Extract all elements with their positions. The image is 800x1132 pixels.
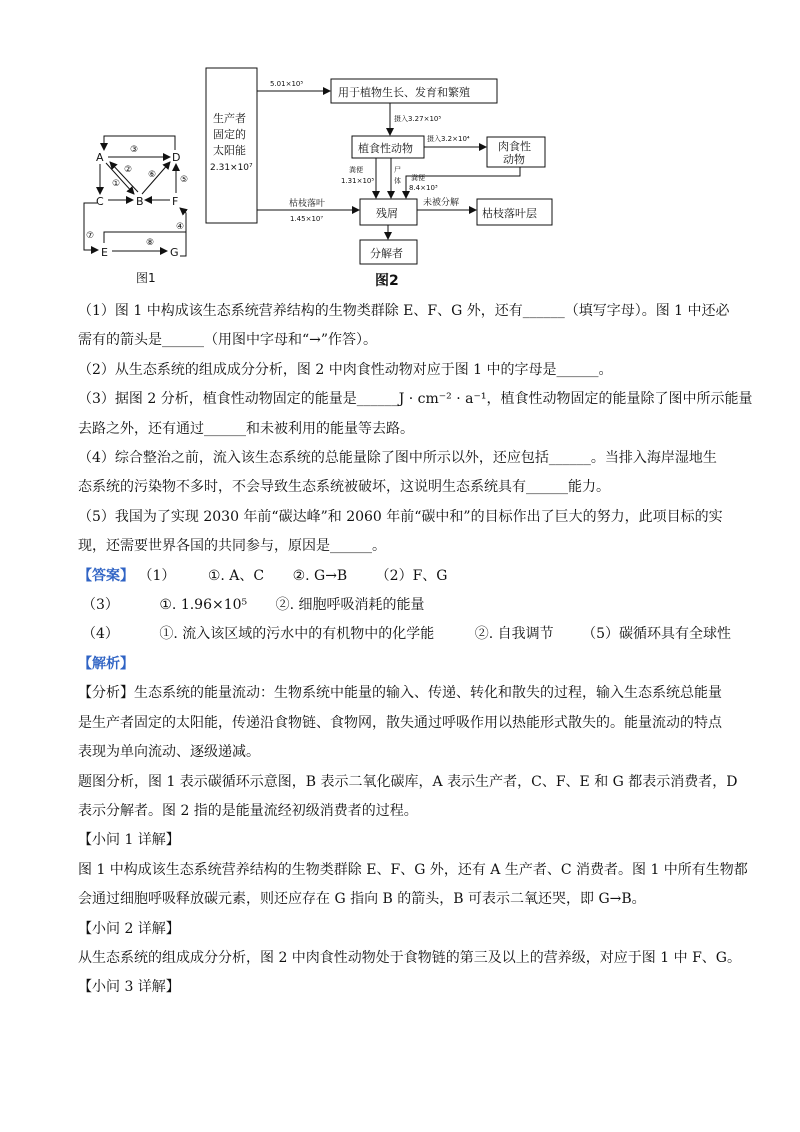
arrow-to-f <box>104 208 186 243</box>
label-5: ⑤ <box>180 175 189 185</box>
answer-row-3 <box>78 620 738 649</box>
answer-r2: （3） <box>82 597 119 614</box>
analysis-p2-line-1: 题图分析，图 1 表示碳循环示意图，B 表示二氧化碳库，A 表示生产者，C、F、E 和 G 都表示消费者，D <box>78 773 738 790</box>
arrow-g-box <box>180 232 186 256</box>
feces-2-line-2: 8.4×10³ <box>409 184 438 192</box>
carnivore-box-line-2: 动物 <box>503 153 525 166</box>
question-2: （2）从生态系统的组成成分分析，图 2 中肉食性动物对应于图 1 中的字母是______。 <box>78 361 613 378</box>
subquestion-1-line-2: 会通过细胞呼吸释放碳元素，则还应存在 G 指向 B 的箭头，B 可表示二氧还哭，即 G→B。 <box>78 891 646 908</box>
figure-2-caption: 图2 <box>375 273 399 289</box>
label-7: ⑦ <box>86 231 95 241</box>
subquestion-1-heading: 【小问 1 详解】 <box>78 832 180 849</box>
growth-box-label: 用于植物生长、发育和繁殖 <box>338 86 470 99</box>
herbivore-box-label: 植食性动物 <box>358 142 413 155</box>
producer-line-3: 太阳能 <box>213 144 246 157</box>
label-2: ② <box>124 165 133 175</box>
feces-2-line-1: 粪便 <box>411 174 425 182</box>
undecomposed-label: 未被分解 <box>423 198 460 208</box>
answer-r3-c: （5）碳循环具有全球性 <box>582 626 732 643</box>
question-text <box>78 297 753 1003</box>
figure-1 <box>84 136 188 285</box>
node-c: C <box>96 195 104 208</box>
residue-box-label: 残屑 <box>376 207 398 220</box>
question-4-line-2: 态系统的污染物不多时，不会导致生态系统被破坏，这说明生态系统具有______能力。 <box>78 479 610 496</box>
subquestion-2-line-1: 从生态系统的组成成分分析，图 2 中肉食性动物处于食物链的第三及以上的营养级，对应于图 1 中 F、G。 <box>78 949 741 966</box>
to-growth-label: 5.01×10⁵ <box>270 80 304 88</box>
producer-line-1: 生产者 <box>213 112 246 125</box>
question-1-line-1: （1）图 1 中构成该生态系统营养结构的生物类群除 E、F、G 外，还有______（填写字母）。图 1 中还必 <box>78 303 730 319</box>
figures <box>0 0 800 300</box>
answer-r3-b: ②. 自我调节 <box>474 626 554 643</box>
answer-r1-a: ①. A、C <box>207 567 265 584</box>
analysis-p1-line-2: 是生产者固定的太阳能，传递沿食物链、食物网，散失通过呼吸作用以热能形式散失的。能量流动的特点 <box>78 714 722 731</box>
label-6: ⑥ <box>148 170 157 180</box>
label-4: ④ <box>176 222 185 232</box>
answer-r1-b: ②. G→B <box>292 567 348 584</box>
litter-value: 1.45×10⁷ <box>290 215 324 223</box>
analysis-p2-line-2: 表示分解者。图 2 指的是能量流经初级消费者的过程。 <box>78 802 418 819</box>
label-8: ⑧ <box>146 238 155 248</box>
intake-1-label: 摄入3.27×10⁵ <box>394 115 442 123</box>
feces-1-line-2: 1.31×10⁵ <box>341 177 375 185</box>
label-3: ③ <box>130 145 139 155</box>
answer-r3-a: ①. 流入该区域的污水中的有机物中的化学能 <box>159 626 435 643</box>
corpse-line-1: 尸 <box>394 166 401 174</box>
question-3-line-2: 去路之外，还有通过______和未被利用的能量等去路。 <box>78 420 414 437</box>
question-5-line-2: 现，还需要世界各国的共同参与，原因是______。 <box>78 538 386 555</box>
question-5-line-1: （5）我国为了实现 2030 年前“碳达峰”和 2060 年前“碳中和”的目标作出了巨大的努力，此项目标的实 <box>78 508 723 525</box>
answer-row-2 <box>78 591 738 620</box>
litter-layer-box-label: 枯枝落叶层 <box>482 207 537 220</box>
subquestion-3-heading: 【小问 3 详解】 <box>78 979 180 996</box>
producer-line-4: 2.31×10⁷ <box>210 163 253 173</box>
arrow-feces-2 <box>406 167 520 198</box>
node-d: D <box>172 151 181 164</box>
node-g: G <box>170 246 179 259</box>
answer-r3: （4） <box>82 626 119 643</box>
answer-r1-c: （2）F、G <box>375 567 448 584</box>
figure-2 <box>206 68 552 289</box>
carnivore-box-line-1: 肉食性 <box>498 140 531 153</box>
node-e: E <box>101 246 108 259</box>
subquestion-1-line-1: 图 1 中构成该生态系统营养结构的生物类群除 E、F、G 外，还有 A 生产者、C 消费者。图 1 中所有生物都 <box>78 861 748 878</box>
node-a: A <box>96 151 104 164</box>
arrow-c-e <box>84 203 98 250</box>
producer-line-2: 固定的 <box>213 128 246 141</box>
question-4-line-1: （4）综合整治之前，流入该生态系统的总能量除了图中所示以外，还应包括______。当排入海岸湿地生 <box>78 450 717 467</box>
answer-r2-b: ②. 细胞呼吸消耗的能量 <box>275 597 425 614</box>
arrow-d-a-top <box>104 136 175 150</box>
intake-2-label: 摄入3.2×10⁴ <box>427 135 470 143</box>
feces-1-line-1: 粪便 <box>349 166 363 174</box>
node-b: B <box>136 195 144 208</box>
subquestion-2-heading: 【小问 2 详解】 <box>78 920 180 937</box>
label-1: ① <box>112 179 121 189</box>
answer-r1: （1） <box>138 567 176 584</box>
answer-r2-a: ①. 1.96×10⁵ <box>159 597 248 614</box>
node-f: F <box>172 195 179 208</box>
figure-1-caption: 图1 <box>136 271 156 285</box>
corpse-line-2: 体 <box>394 177 401 185</box>
answer-row-1 <box>78 562 738 591</box>
analysis-label: 【解析】 <box>78 655 134 672</box>
question-1-line-2: 需有的箭头是______（用图中字母和“→”作答）。 <box>78 332 378 349</box>
decomposer-box-label: 分解者 <box>370 247 403 260</box>
question-3-line-1: （3）据图 2 分析，植食性动物固定的能量是______J · cm⁻² · a⁻¹，植食性动物固定的能量除了图中所示能量 <box>78 391 753 408</box>
litter-label: 枯枝落叶 <box>289 199 326 209</box>
answer-label: 【答案】 <box>78 567 134 584</box>
analysis-p1-line-3: 表现为单向流动、逐级递减。 <box>78 744 260 761</box>
analysis-p1-line-1: 【分析】生态系统的能量流动：生物系统中能量的输入、传递、转化和散失的过程，输入生态系统总能量 <box>78 685 722 702</box>
